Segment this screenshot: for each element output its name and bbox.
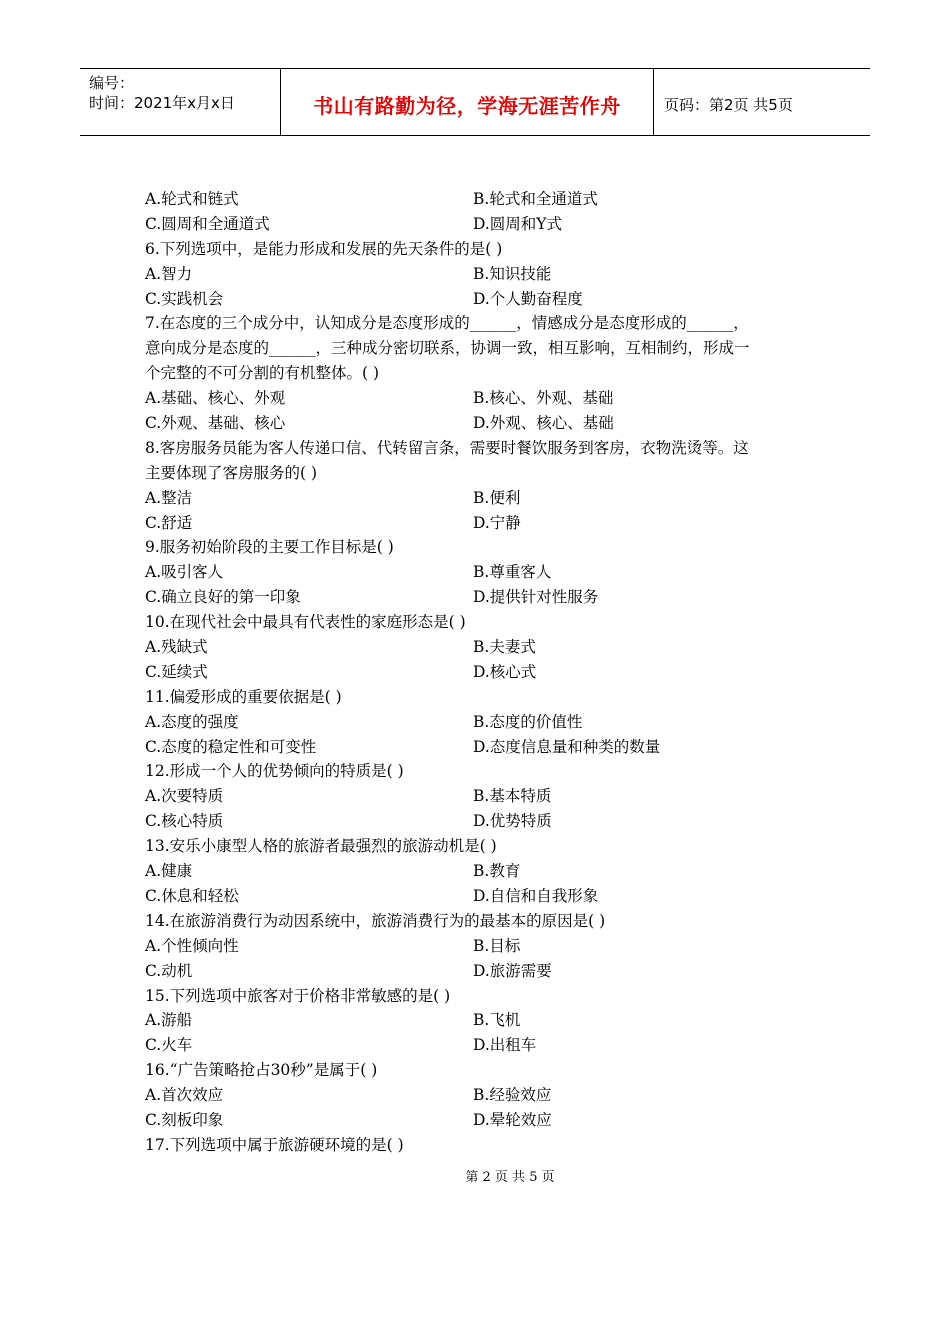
page-label: 页码：第2页 共5页 — [664, 95, 793, 114]
option-row — [145, 884, 815, 909]
option-row — [145, 212, 815, 237]
question-stem: 11.偏爱形成的重要依据是( ) — [145, 687, 342, 706]
option-a: A.健康 — [145, 862, 193, 881]
question — [145, 1058, 815, 1133]
option-a: A.游船 — [145, 1011, 193, 1030]
option-d: D.圆周和Y式 — [473, 214, 563, 233]
option-d: D.优势特质 — [473, 812, 552, 831]
option-b: B.目标 — [473, 936, 521, 955]
option-row — [145, 1083, 815, 1108]
question-stem: 个完整的不可分割的有机整体。( ) — [145, 364, 380, 383]
option-b: B.教育 — [473, 862, 521, 881]
page-footer — [0, 1166, 950, 1185]
option-b: B.基本特质 — [473, 787, 552, 806]
question — [145, 685, 815, 760]
option-row — [145, 411, 815, 436]
option-d: D.旅游需要 — [473, 961, 552, 980]
option-d: D.提供针对性服务 — [473, 588, 599, 607]
question — [145, 610, 815, 685]
option-row — [145, 187, 815, 212]
footer-page-number: 第 2 页 共 5 页 — [465, 1170, 555, 1185]
option-row — [145, 386, 815, 411]
option-c: C.核心特质 — [145, 812, 224, 831]
question-stem: 15.下列选项中旅客对于价格非常敏感的是( ) — [145, 986, 451, 1005]
option-b: B.核心、外观、基础 — [473, 389, 614, 408]
motto: 书山有路勤为径，学海无涯苦作舟 — [313, 93, 621, 118]
question — [145, 436, 815, 536]
option-a: A.残缺式 — [145, 638, 208, 657]
option-row — [145, 934, 815, 959]
option-row — [145, 635, 815, 660]
option-row — [145, 809, 815, 834]
question-stem: 7.在态度的三个成分中，认知成分是态度形成的______，情感成分是态度形成的______， — [145, 314, 749, 333]
option-c: C.刻板印象 — [145, 1110, 224, 1129]
option-c: C.圆周和全通道式 — [145, 214, 270, 233]
question — [145, 1133, 815, 1158]
option-d: D.自信和自我形象 — [473, 886, 599, 905]
option-row — [145, 859, 815, 884]
question-stem: 意向成分是态度的______，三种成分密切联系，协调一致，相互影响，互相制约，形成一 — [145, 339, 750, 358]
question — [145, 834, 815, 909]
option-c: C.外观、基础、核心 — [145, 414, 286, 433]
option-a: A.基础、核心、外观 — [145, 389, 286, 408]
question — [145, 237, 815, 312]
question-stem: 10.在现代社会中最具有代表性的家庭形态是( ) — [145, 613, 466, 632]
question-stem: 9.服务初始阶段的主要工作目标是( ) — [145, 538, 394, 557]
option-a: A.整洁 — [145, 488, 193, 507]
option-c: C.延续式 — [145, 662, 208, 681]
header-page-cell — [654, 69, 870, 135]
option-c: C.舒适 — [145, 513, 193, 532]
number-label: 编号： — [89, 74, 135, 92]
question — [145, 535, 815, 610]
question — [145, 187, 815, 237]
option-row — [145, 511, 815, 536]
option-c: C.休息和轻松 — [145, 886, 239, 905]
option-row — [145, 1108, 815, 1133]
question-stem: 6.下列选项中，是能力形成和发展的先天条件的是( ) — [145, 239, 503, 258]
option-d: D.外观、核心、基础 — [473, 414, 614, 433]
option-d: D.晕轮效应 — [473, 1110, 552, 1129]
option-row — [145, 710, 815, 735]
time-label: 时间：2021年x月x日 — [89, 94, 235, 112]
option-c: C.实践机会 — [145, 289, 224, 308]
option-c: C.态度的稳定性和可变性 — [145, 737, 317, 756]
header-meta — [80, 69, 281, 135]
option-a: A.轮式和链式 — [145, 190, 239, 208]
question-stem: 12.形成一个人的优势倾向的特质是( ) — [145, 762, 404, 781]
option-b: B.尊重客人 — [473, 563, 552, 582]
option-row — [145, 784, 815, 809]
option-row — [145, 1008, 815, 1033]
option-a: A.吸引客人 — [145, 563, 224, 582]
question-list — [145, 187, 815, 1158]
question — [145, 311, 815, 435]
option-a: A.首次效应 — [145, 1086, 224, 1105]
option-a: A.智力 — [145, 264, 193, 283]
option-a: A.态度的强度 — [145, 712, 239, 731]
question-stem: 14.在旅游消费行为动因系统中，旅游消费行为的最基本的原因是( ) — [145, 911, 606, 930]
option-row — [145, 660, 815, 685]
option-row — [145, 560, 815, 585]
option-b: B.轮式和全通道式 — [473, 190, 598, 208]
page-header — [80, 68, 870, 136]
question-stem: 13.安乐小康型人格的旅游者最强烈的旅游动机是( ) — [145, 837, 497, 856]
option-b: B.便利 — [473, 488, 521, 507]
option-b: B.经验效应 — [473, 1086, 552, 1105]
question-stem: 17.下列选项中属于旅游硬环境的是( ) — [145, 1135, 404, 1154]
question — [145, 909, 815, 984]
option-row — [145, 585, 815, 610]
option-row — [145, 287, 815, 312]
question — [145, 984, 815, 1059]
option-d: D.宁静 — [473, 513, 521, 532]
option-row — [145, 1033, 815, 1058]
option-b: B.知识技能 — [473, 264, 552, 283]
option-c: C.动机 — [145, 961, 193, 980]
question — [145, 759, 815, 834]
option-d: D.个人勤奋程度 — [473, 289, 583, 308]
option-b: B.夫妻式 — [473, 638, 536, 657]
option-d: D.核心式 — [473, 662, 537, 681]
header-motto-cell — [281, 69, 654, 135]
option-row — [145, 959, 815, 984]
option-d: D.态度信息量和种类的数量 — [473, 737, 661, 756]
question-stem: 主要体现了客房服务的( ) — [145, 463, 318, 482]
option-c: C.火车 — [145, 1036, 193, 1055]
option-c: C.确立良好的第一印象 — [145, 588, 301, 607]
option-d: D.出租车 — [473, 1036, 537, 1055]
option-row — [145, 486, 815, 511]
option-row — [145, 262, 815, 287]
question-stem: 8.客房服务员能为客人传递口信、代转留言条，需要时餐饮服务到客房，衣物洗烫等。这 — [145, 438, 749, 457]
option-b: B.飞机 — [473, 1011, 521, 1030]
question-stem: 16.“广告策略抢占30秒”是属于( ) — [145, 1061, 378, 1080]
option-a: A.个性倾向性 — [145, 936, 239, 955]
option-row — [145, 735, 815, 760]
option-a: A.次要特质 — [145, 787, 224, 806]
option-b: B.态度的价值性 — [473, 712, 583, 731]
